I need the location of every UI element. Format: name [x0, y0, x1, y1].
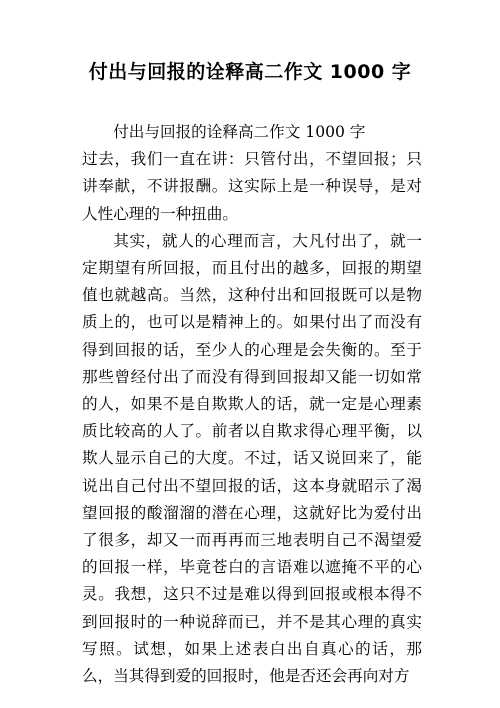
- paragraph-2: 其实，就人的心理而言，大凡付出了，就一定期望有所回报，而且付出的越多，回报的期望值也就越高。当然，这种付出和回报既可以是物质上的，也可以是精神上的。如果付出了而没有得到回报的话，至少人的心理是会失衡的。至于那些曾经付出了而没有得到回报却又能一切如常的人，如果不是自欺欺人的话，就一定是心理素质比较高的人了。前者以自欺求得心理平衡，以欺人显示自己的大度。不过，话又说回来了，能说出自己付出不望回报的话，这本身就昭示了渴望回报的酸溜溜的潜在心理，这就好比为爱付出了很多，却又一而再再而三地表明自己不渴望爱的回报一样，毕竟苍白的言语难以遮掩不平的心灵。我想，这只不过是难以得到回报或根本得不到回报时的一种说辞而已，并不是其心理的真实写照。试想，如果上述表白出自真心的话，那么，当其得到爱的回报时，他是否还会再向对方: [82, 231, 422, 686]
- paragraph-1: 过去，我们一直在讲：只管付出，不望回报；只讲奉献，不讲报酬。这实际上是一种误导，是对人性心理的一种扭曲。: [82, 150, 422, 223]
- document-body: [82, 119, 422, 690]
- subtitle-paragraph: 付出与回报的诠释高二作文 1000 字: [113, 123, 366, 141]
- document-title: 付出与回报的诠释高二作文 1000 字: [88, 61, 412, 83]
